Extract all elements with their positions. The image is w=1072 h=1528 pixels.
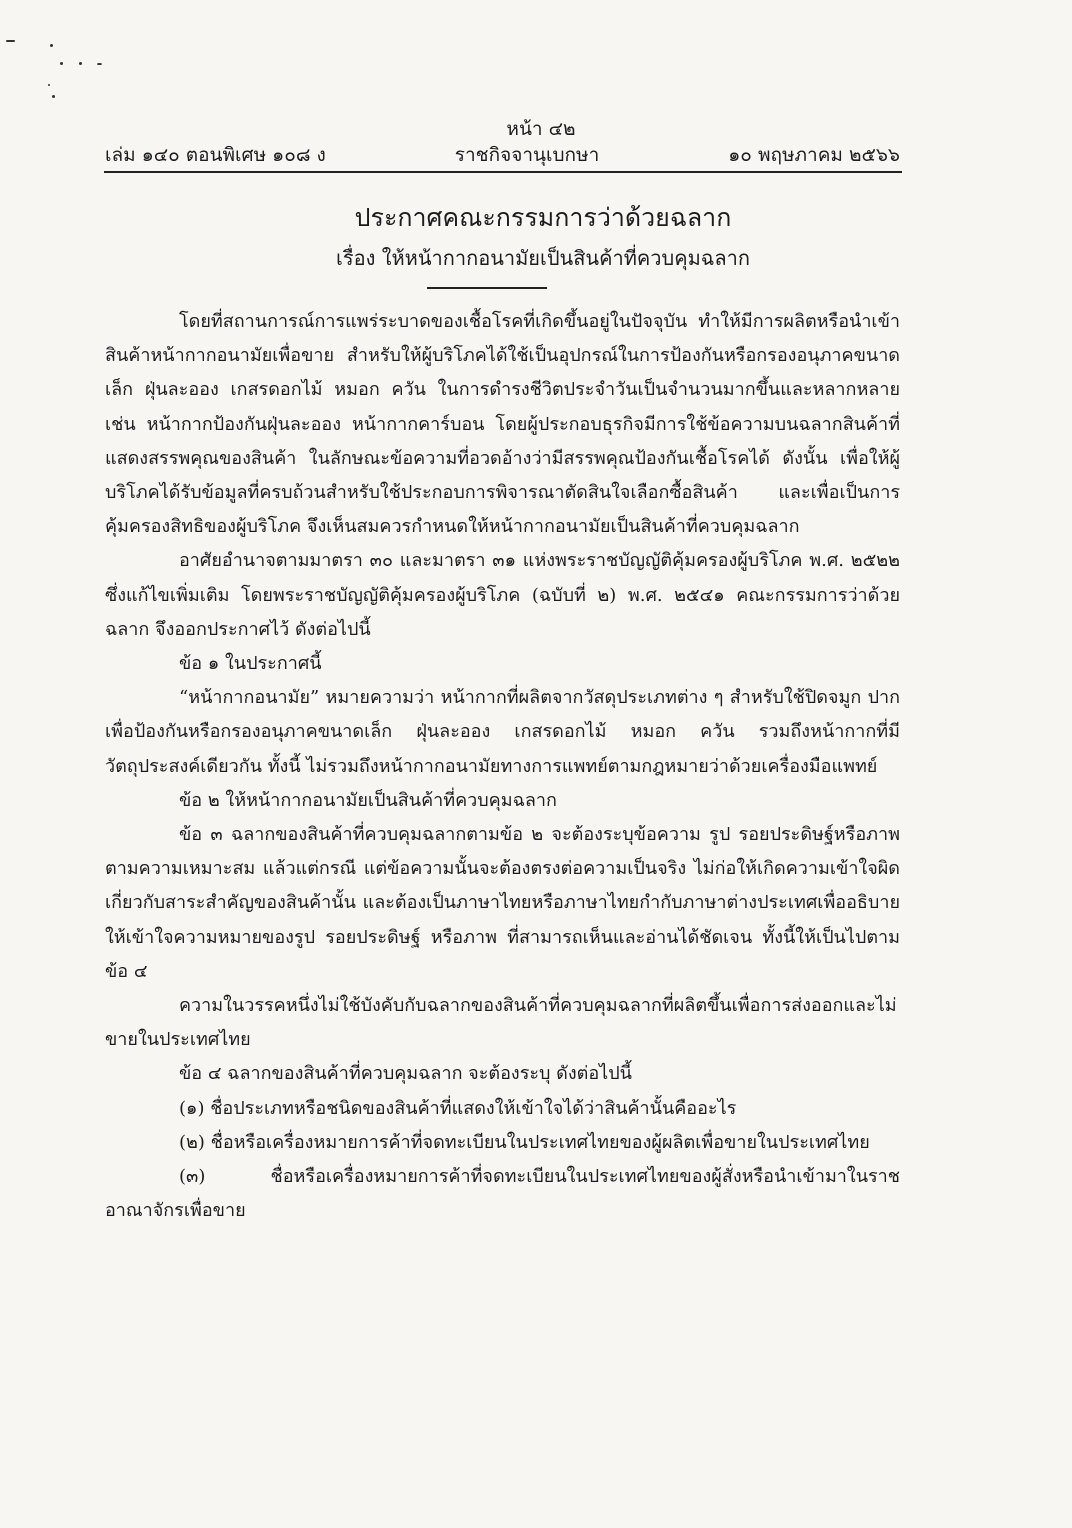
clause-4-item-3: (๓) ชื่อหรือเครื่องหมายการค้าที่จดทะเบียนในประเทศไทยของผู้สั่งหรือนำเข้ามาในราชอาณาจักรเพื่อขาย <box>105 1166 900 1222</box>
document-title: ประกาศคณะกรรมการว่าด้วยฉลาก <box>354 203 732 232</box>
document-subject: เรื่อง ให้หน้ากากอนามัยเป็นสินค้าที่ควบคุมฉลาก <box>336 246 750 270</box>
clause-4-item-1: (๑) ชื่อประเภทหรือชนิดของสินค้าที่แสดงให้เข้าใจได้ว่าสินค้านั้นคืออะไร <box>179 1097 737 1119</box>
scan-speck <box>79 62 82 65</box>
scan-speck <box>50 44 53 47</box>
scan-speck <box>97 63 102 65</box>
gazette-header <box>105 140 900 170</box>
scan-speck <box>6 40 15 42</box>
page-number: หน้า ๔๒ <box>506 118 576 140</box>
clause-4: ข้อ ๔ ฉลากของสินค้าที่ควบคุมฉลาก จะต้องระบุ ดังต่อไปนี้ <box>179 1063 632 1085</box>
volume-issue: เล่ม ๑๔๐ ตอนพิเศษ ๑๐๘ ง <box>105 144 326 166</box>
scan-speck <box>48 84 50 86</box>
scan-speck <box>52 95 55 98</box>
clause-2: ข้อ ๒ ให้หน้ากากอนามัยเป็นสินค้าที่ควบคุมฉลาก <box>179 789 557 811</box>
clause-3: ข้อ ๓ ฉลากของสินค้าที่ควบคุมฉลากตามข้อ ๒ จะต้องระบุข้อความ รูป รอยประดิษฐ์หรือภาพตามความเหมาะสม แล้วแต่กรณี แต่ข้อความนั้นจะต้องตรงต่อความเป็นจริง ไม่ก่อให้เกิดความเข้าใจผิดเกี่ยวกับสาระสำคัญของสินค้านั้น และต้องเป็นภาษาไทยหรือภาษาไทยกำกับภาษาต่างประเทศเพื่ออธิบายให้เข้าใจความหมายของรูป รอยประดิษฐ์ หรือภาพ ที่สามารถเห็นและอ่านได้ชัดเจน ทั้งนี้ให้เป็นไปตามข้อ ๔ <box>105 824 900 982</box>
definition-paragraph: “หน้ากากอนามัย” หมายความว่า หน้ากากที่ผลิตจากวัสดุประเภทต่าง ๆ สำหรับใช้ปิดจมูก ปาก เพื่อป้องกันหรือกรองอนุภาคขนาดเล็ก ฝุ่นละออง เกสรดอกไม้ หมอก ควัน รวมถึงหน้ากากที่มีวัตถุประสงค์เดียวกัน ทั้งนี้ ไม่รวมถึงหน้ากากอนามัยทางการแพทย์ตามกฎหมายว่าด้วยเครื่องมือแพทย์ <box>105 687 900 777</box>
header-divider <box>104 171 902 173</box>
clause-4-item-2: (๒) ชื่อหรือเครื่องหมายการค้าที่จดทะเบียนในประเทศไทยของผู้ผลิตเพื่อขายในประเทศไทย <box>179 1131 870 1153</box>
title-divider <box>427 287 547 289</box>
clause-3-exemption: ความในวรรคหนึ่งไม่ใช้บังคับกับฉลากของสินค้าที่ควบคุมฉลากที่ผลิตขึ้นเพื่อการส่งออกและไม่ขายในประเทศไทย <box>105 995 897 1051</box>
clause-1: ข้อ ๑ ในประกาศนี้ <box>179 653 322 675</box>
preamble-paragraph: โดยที่สถานการณ์การแพร่ระบาดของเชื้อโรคที่เกิดขึ้นอยู่ในปัจจุบัน ทำให้มีการผลิตหรือนำเข้าสินค้าหน้ากากอนามัยเพื่อขาย สำหรับให้ผู้บริโภคได้ใช้เป็นอุปกรณ์ในการป้องกันหรือกรองอนุภาคขนาดเล็ก ฝุ่นละออง เกสรดอกไม้ หมอก ควัน ในการดำรงชีวิตประจำวันเป็นจำนวนมากขึ้นและหลากหลาย เช่น หน้ากากป้องกันฝุ่นละออง หน้ากากคาร์บอน โดยผู้ประกอบธุรกิจมีการใช้ข้อความบนฉลากสินค้าที่แสดงสรรพคุณของสินค้า ในลักษณะข้อความที่อวดอ้างว่ามีสรรพคุณป้องกันเชื้อโรคได้ ดังนั้น เพื่อให้ผู้บริโภคได้รับข้อมูลที่ครบถ้วนสำหรับใช้ประกอบการพิจารณาตัดสินใจเลือกซื้อสินค้า และเพื่อเป็นการคุ้มครองสิทธิของผู้บริโภค จึงเห็นสมควรกำหนดให้หน้ากากอนามัยเป็นสินค้าที่ควบคุมฉลาก <box>105 311 900 538</box>
publication-date: ๑๐ พฤษภาคม ๒๕๖๖ <box>728 144 900 166</box>
gazette-name: ราชกิจจานุเบกษา <box>454 144 600 166</box>
document-body <box>105 305 900 1228</box>
authority-paragraph: อาศัยอำนาจตามมาตรา ๓๐ และมาตรา ๓๑ แห่งพระราชบัญญัติคุ้มครองผู้บริโภค พ.ศ. ๒๕๒๒ ซึ่งแก้ไขเพิ่มเติม โดยพระราชบัญญัติคุ้มครองผู้บริโภค (ฉบับที่ ๒) พ.ศ. ๒๕๔๑ คณะกรรมการว่าด้วยฉลาก จึงออกประกาศไว้ ดังต่อไปนี้ <box>105 550 900 640</box>
scan-speck <box>60 62 63 65</box>
